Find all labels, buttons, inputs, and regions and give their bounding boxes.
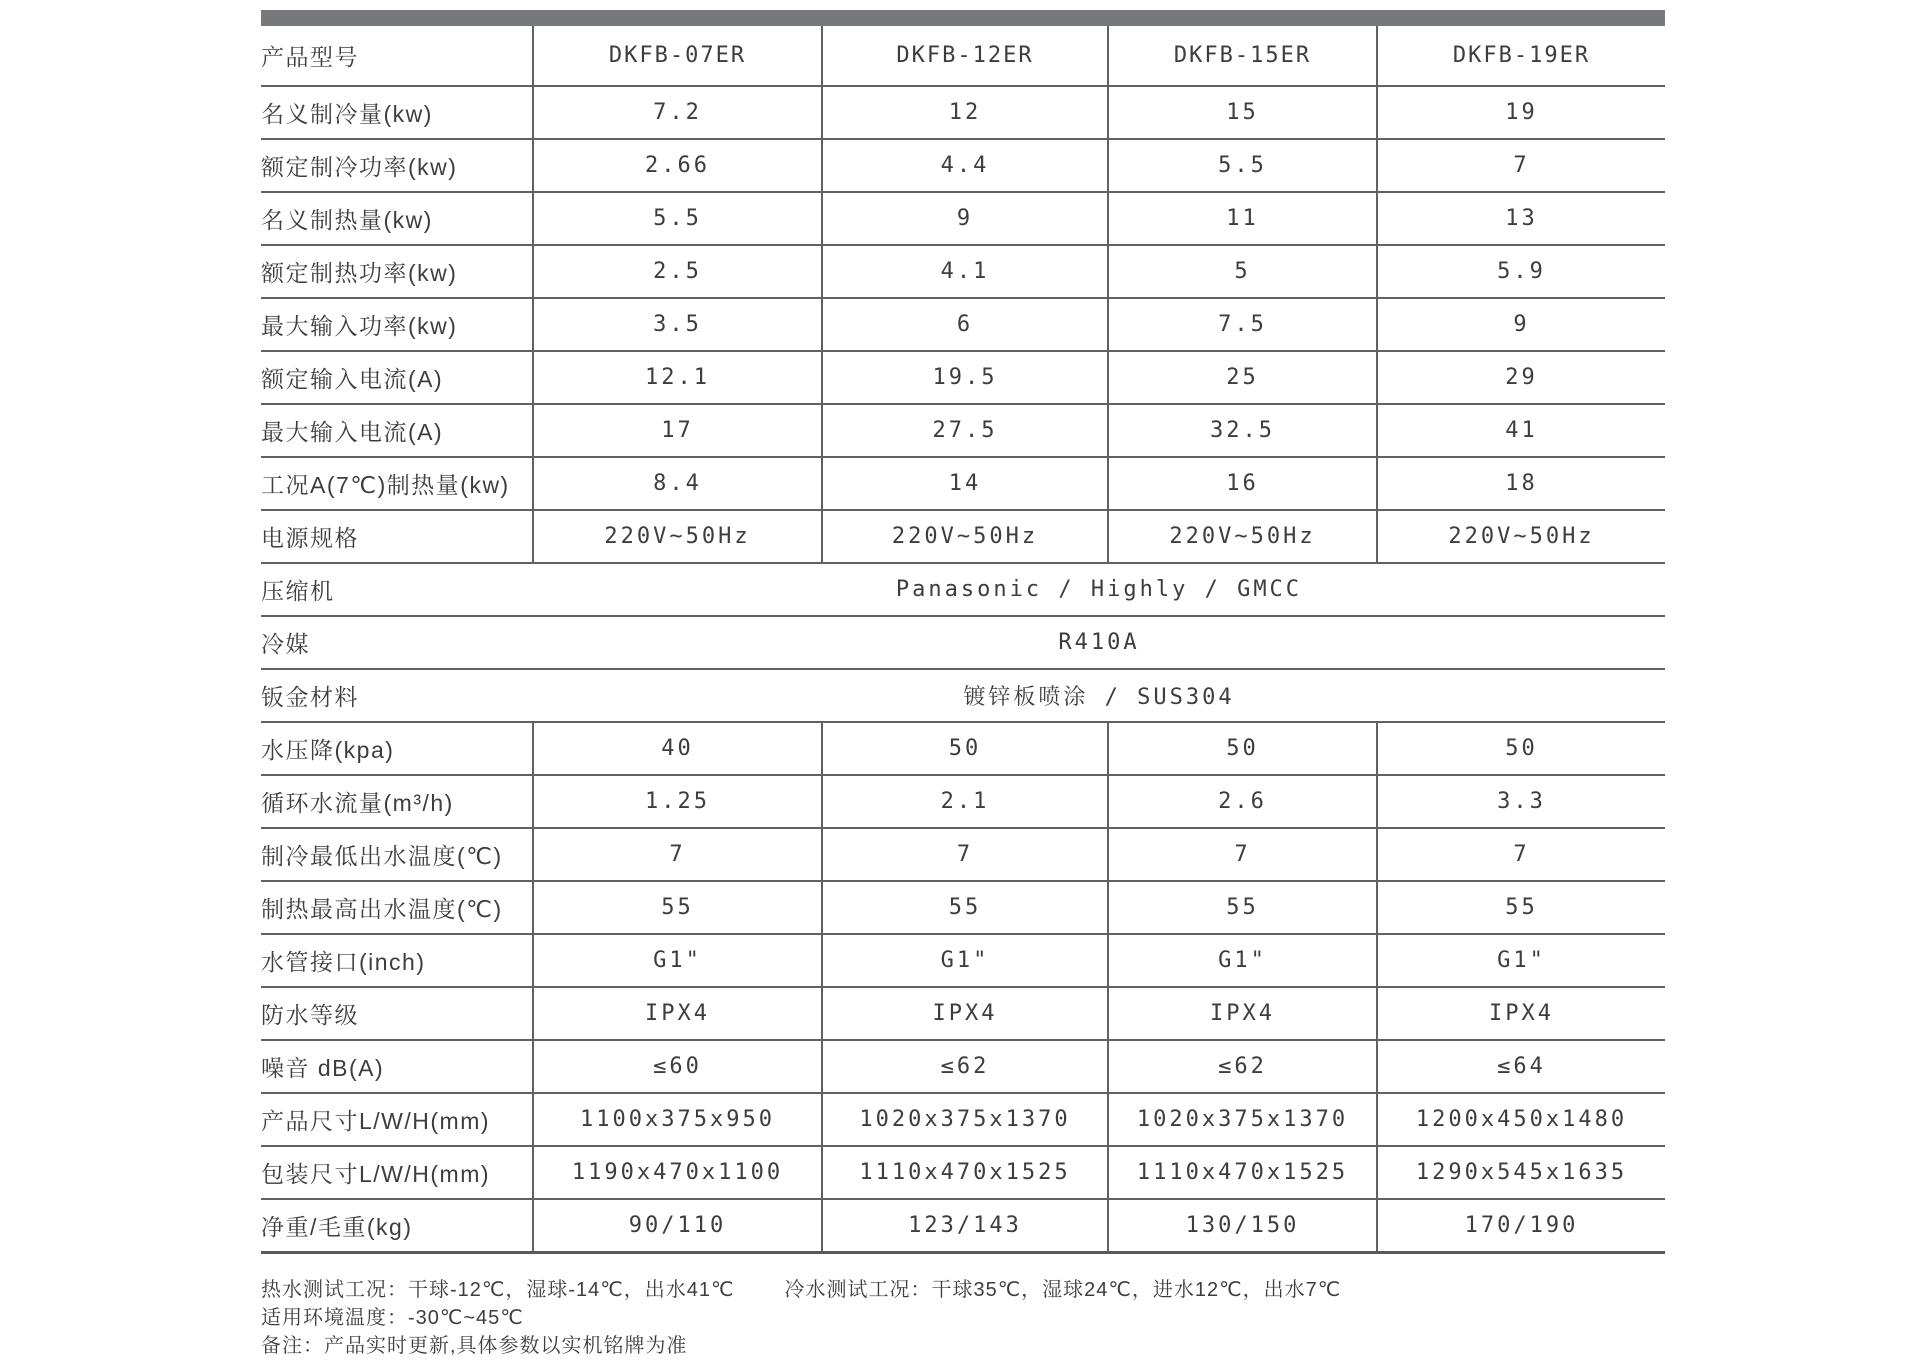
spec-row-label: 噪音 dB(A) — [261, 1040, 533, 1093]
table-header — [261, 26, 1665, 86]
spec-value-cell: ≤62 — [1108, 1040, 1377, 1093]
spec-value-cell: 50 — [1108, 722, 1377, 775]
spec-value-cell: 50 — [822, 722, 1108, 775]
table-row — [261, 881, 1665, 934]
table-row — [261, 934, 1665, 987]
spec-value-cell: 220V~50Hz — [533, 510, 822, 563]
spec-sheet — [261, 10, 1665, 1254]
spec-value-cell: 19 — [1377, 86, 1665, 139]
spec-value-cell: 2.6 — [1108, 775, 1377, 828]
spec-row-label: 最大输入功率(kw) — [261, 298, 533, 351]
spec-row-label: 净重/毛重(kg) — [261, 1199, 533, 1252]
spec-value-cell: 9 — [1377, 298, 1665, 351]
product-spec-table — [261, 26, 1665, 1254]
spec-row-label: 水压降(kpa) — [261, 722, 533, 775]
table-row — [261, 351, 1665, 404]
table-top-bar — [261, 10, 1665, 26]
table-row — [261, 616, 1665, 669]
table-row — [261, 86, 1665, 139]
spec-row-label: 最大输入电流(A) — [261, 404, 533, 457]
footnote-remark: 备注：产品实时更新,具体参数以实机铭牌为准 — [261, 1335, 688, 1357]
spec-value-cell: 12 — [822, 86, 1108, 139]
spec-value-cell: 16 — [1108, 457, 1377, 510]
spec-value-cell: G1" — [822, 934, 1108, 987]
table-row — [261, 1146, 1665, 1199]
spec-value-cell: 13 — [1377, 192, 1665, 245]
spec-value-cell: 2.66 — [533, 139, 822, 192]
spec-value-cell: 9 — [822, 192, 1108, 245]
spec-row-label: 额定制热功率(kw) — [261, 245, 533, 298]
table-row — [261, 987, 1665, 1040]
column-header-product-model: 产品型号 — [261, 26, 533, 86]
spec-value-cell: 4.1 — [822, 245, 1108, 298]
spec-value-cell: G1" — [1108, 934, 1377, 987]
spec-row-label: 包装尺寸L/W/H(mm) — [261, 1146, 533, 1199]
spec-value-cell: IPX4 — [1108, 987, 1377, 1040]
spec-row-label: 电源规格 — [261, 510, 533, 563]
spec-value-cell: G1" — [533, 934, 822, 987]
spec-value-cell: 3.5 — [533, 298, 822, 351]
spec-value-cell: 7.5 — [1108, 298, 1377, 351]
spec-merged-value: Panasonic / Highly / GMCC — [533, 563, 1665, 616]
header-row — [261, 26, 1665, 86]
spec-value-cell: 55 — [1377, 881, 1665, 934]
table-row — [261, 775, 1665, 828]
table-body — [261, 86, 1665, 1252]
spec-value-cell: G1" — [1377, 934, 1665, 987]
table-row — [261, 457, 1665, 510]
spec-value-cell: 29 — [1377, 351, 1665, 404]
footnotes — [261, 1276, 1761, 1360]
spec-row-label: 钣金材料 — [261, 669, 533, 722]
spec-value-cell: 6 — [822, 298, 1108, 351]
spec-merged-value: R410A — [533, 616, 1665, 669]
table-row — [261, 669, 1665, 722]
footnote-test-conditions — [261, 1276, 1761, 1304]
spec-value-cell: 7 — [1377, 828, 1665, 881]
spec-value-cell: ≤64 — [1377, 1040, 1665, 1093]
column-header-model: DKFB-12ER — [822, 26, 1108, 86]
spec-value-cell: 2.5 — [533, 245, 822, 298]
hot-water-test-condition: 热水测试工况：干球-12℃，湿球-14℃，出水41℃ — [261, 1279, 735, 1301]
spec-value-cell: ≤62 — [822, 1040, 1108, 1093]
table-row — [261, 245, 1665, 298]
spec-value-cell: 15 — [1108, 86, 1377, 139]
spec-value-cell: 90/110 — [533, 1199, 822, 1252]
footnote-ambient-temperature: 适用环境温度：-30℃~45℃ — [261, 1307, 524, 1329]
spec-row-label: 冷媒 — [261, 616, 533, 669]
table-row — [261, 192, 1665, 245]
spec-value-cell: 5.5 — [533, 192, 822, 245]
spec-value-cell: 41 — [1377, 404, 1665, 457]
spec-value-cell: 123/143 — [822, 1199, 1108, 1252]
column-header-model: DKFB-19ER — [1377, 26, 1665, 86]
spec-value-cell: 4.4 — [822, 139, 1108, 192]
spec-value-cell: 5.9 — [1377, 245, 1665, 298]
spec-row-label: 额定制冷功率(kw) — [261, 139, 533, 192]
spec-value-cell: 3.3 — [1377, 775, 1665, 828]
spec-value-cell: 1200x450x1480 — [1377, 1093, 1665, 1146]
spec-value-cell: 2.1 — [822, 775, 1108, 828]
spec-value-cell: 40 — [533, 722, 822, 775]
spec-row-label: 防水等级 — [261, 987, 533, 1040]
spec-value-cell: 32.5 — [1108, 404, 1377, 457]
spec-row-label: 名义制热量(kw) — [261, 192, 533, 245]
spec-value-cell: 1100x375x950 — [533, 1093, 822, 1146]
spec-value-cell: 5 — [1108, 245, 1377, 298]
spec-value-cell: 50 — [1377, 722, 1665, 775]
spec-value-cell: IPX4 — [533, 987, 822, 1040]
spec-value-cell: 1110x470x1525 — [822, 1146, 1108, 1199]
spec-row-label: 压缩机 — [261, 563, 533, 616]
spec-value-cell: 1.25 — [533, 775, 822, 828]
spec-row-label: 制冷最低出水温度(℃) — [261, 828, 533, 881]
table-row — [261, 1199, 1665, 1252]
spec-value-cell: 11 — [1108, 192, 1377, 245]
spec-row-label: 循环水流量(m³/h) — [261, 775, 533, 828]
spec-value-cell: ≤60 — [533, 1040, 822, 1093]
spec-value-cell: 170/190 — [1377, 1199, 1665, 1252]
table-row — [261, 722, 1665, 775]
spec-value-cell: 55 — [533, 881, 822, 934]
spec-value-cell: 5.5 — [1108, 139, 1377, 192]
spec-value-cell: IPX4 — [1377, 987, 1665, 1040]
spec-value-cell: 8.4 — [533, 457, 822, 510]
table-row — [261, 510, 1665, 563]
spec-value-cell: 55 — [1108, 881, 1377, 934]
spec-value-cell: 130/150 — [1108, 1199, 1377, 1252]
spec-value-cell: 17 — [533, 404, 822, 457]
spec-value-cell: 1190x470x1100 — [533, 1146, 822, 1199]
spec-value-cell: 1110x470x1525 — [1108, 1146, 1377, 1199]
spec-row-label: 产品尺寸L/W/H(mm) — [261, 1093, 533, 1146]
table-row — [261, 1093, 1665, 1146]
spec-value-cell: 19.5 — [822, 351, 1108, 404]
spec-value-cell: 1020x375x1370 — [822, 1093, 1108, 1146]
spec-value-cell: 25 — [1108, 351, 1377, 404]
spec-value-cell: 1020x375x1370 — [1108, 1093, 1377, 1146]
table-row — [261, 1040, 1665, 1093]
spec-row-label: 制热最高出水温度(℃) — [261, 881, 533, 934]
spec-value-cell: IPX4 — [822, 987, 1108, 1040]
cold-water-test-condition: 冷水测试工况：干球35℃，湿球24℃，进水12℃，出水7℃ — [784, 1279, 1342, 1301]
spec-value-cell: 220V~50Hz — [1377, 510, 1665, 563]
spec-value-cell: 220V~50Hz — [1108, 510, 1377, 563]
spec-value-cell: 55 — [822, 881, 1108, 934]
spec-value-cell: 220V~50Hz — [822, 510, 1108, 563]
table-row — [261, 404, 1665, 457]
table-row — [261, 828, 1665, 881]
column-header-model: DKFB-07ER — [533, 26, 822, 86]
spec-merged-value: 镀锌板喷涂 / SUS304 — [533, 669, 1665, 722]
spec-row-label: 额定输入电流(A) — [261, 351, 533, 404]
table-row — [261, 298, 1665, 351]
spec-value-cell: 18 — [1377, 457, 1665, 510]
spec-value-cell: 14 — [822, 457, 1108, 510]
spec-value-cell: 7 — [533, 828, 822, 881]
column-header-model: DKFB-15ER — [1108, 26, 1377, 86]
spec-row-label: 名义制冷量(kw) — [261, 86, 533, 139]
spec-value-cell: 7 — [1377, 139, 1665, 192]
spec-value-cell: 7.2 — [533, 86, 822, 139]
spec-value-cell: 12.1 — [533, 351, 822, 404]
spec-value-cell: 7 — [1108, 828, 1377, 881]
spec-row-label: 工况A(7℃)制热量(kw) — [261, 457, 533, 510]
spec-value-cell: 27.5 — [822, 404, 1108, 457]
spec-value-cell: 1290x545x1635 — [1377, 1146, 1665, 1199]
table-row — [261, 139, 1665, 192]
spec-value-cell: 7 — [822, 828, 1108, 881]
table-row — [261, 563, 1665, 616]
spec-row-label: 水管接口(inch) — [261, 934, 533, 987]
